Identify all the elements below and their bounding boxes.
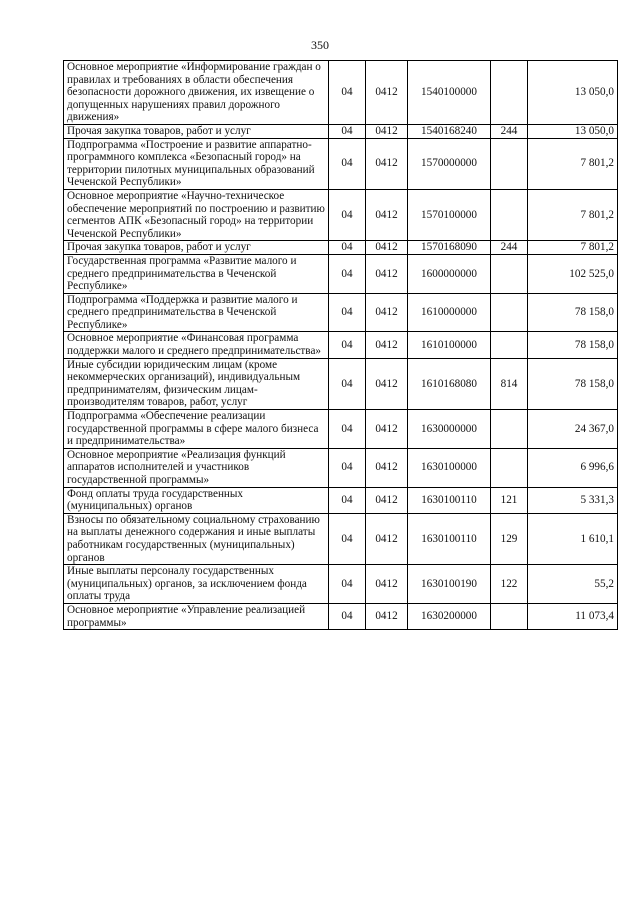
cell-section: 04 bbox=[329, 254, 366, 293]
cell-expense-type: 129 bbox=[491, 513, 528, 564]
cell-section: 04 bbox=[329, 332, 366, 358]
cell-name: Иные субсидии юридическим лицам (кроме некоммерческих организаций), индивидуальным предпринимателям, физическим лицам-производителям товаров, работ, услуг bbox=[64, 358, 329, 409]
cell-target-article: 1610100000 bbox=[408, 332, 491, 358]
cell-subsection: 0412 bbox=[366, 241, 408, 255]
cell-target-article: 1630100110 bbox=[408, 513, 491, 564]
cell-name: Подпрограмма «Построение и развитие аппаратно-программного комплекса «Безопасный город» на территории пилотных муниципальных образований Чеченской Республики» bbox=[64, 138, 329, 189]
table-row bbox=[64, 358, 618, 409]
cell-expense-type bbox=[491, 254, 528, 293]
cell-subsection: 0412 bbox=[366, 487, 408, 513]
table-row bbox=[64, 565, 618, 604]
cell-target-article: 1540168240 bbox=[408, 124, 491, 138]
cell-target-article: 1630100000 bbox=[408, 448, 491, 487]
cell-subsection: 0412 bbox=[366, 124, 408, 138]
cell-amount: 55,2 bbox=[528, 565, 618, 604]
cell-name: Взносы по обязательному социальному страхованию на выплаты денежного содержания и иные выплаты работникам государственных (муниципальных) органов bbox=[64, 513, 329, 564]
cell-subsection: 0412 bbox=[366, 138, 408, 189]
table-row bbox=[64, 448, 618, 487]
cell-name: Прочая закупка товаров, работ и услуг bbox=[64, 241, 329, 255]
table-row bbox=[64, 138, 618, 189]
cell-section: 04 bbox=[329, 241, 366, 255]
table-row bbox=[64, 254, 618, 293]
cell-target-article: 1540100000 bbox=[408, 61, 491, 125]
cell-section: 04 bbox=[329, 124, 366, 138]
cell-section: 04 bbox=[329, 410, 366, 449]
cell-name: Основное мероприятие «Научно-техническое обеспечение мероприятий по построению и развитию сегментов АПК «Безопасный город» на территории Чеченской Республики» bbox=[64, 189, 329, 240]
cell-amount: 13 050,0 bbox=[528, 124, 618, 138]
cell-amount: 6 996,6 bbox=[528, 448, 618, 487]
cell-section: 04 bbox=[329, 61, 366, 125]
cell-expense-type bbox=[491, 138, 528, 189]
cell-name: Основное мероприятие «Финансовая программа поддержки малого и среднего предпринимательства» bbox=[64, 332, 329, 358]
cell-expense-type: 814 bbox=[491, 358, 528, 409]
cell-section: 04 bbox=[329, 603, 366, 629]
cell-subsection: 0412 bbox=[366, 448, 408, 487]
cell-expense-type bbox=[491, 410, 528, 449]
cell-name: Прочая закупка товаров, работ и услуг bbox=[64, 124, 329, 138]
cell-target-article: 1570168090 bbox=[408, 241, 491, 255]
cell-name: Фонд оплаты труда государственных (муниципальных) органов bbox=[64, 487, 329, 513]
cell-amount: 7 801,2 bbox=[528, 138, 618, 189]
table-row bbox=[64, 189, 618, 240]
cell-amount: 13 050,0 bbox=[528, 61, 618, 125]
budget-table bbox=[63, 60, 618, 630]
table-row bbox=[64, 293, 618, 332]
cell-expense-type: 121 bbox=[491, 487, 528, 513]
cell-expense-type bbox=[491, 189, 528, 240]
cell-target-article: 1630000000 bbox=[408, 410, 491, 449]
cell-section: 04 bbox=[329, 487, 366, 513]
cell-subsection: 0412 bbox=[366, 410, 408, 449]
cell-amount: 1 610,1 bbox=[528, 513, 618, 564]
table-row bbox=[64, 124, 618, 138]
cell-name: Основное мероприятие «Информирование граждан о правилах и требованиях в области обеспечения безопасности дорожного движения, их извещение о допущенных нарушениях правил дорожного движения» bbox=[64, 61, 329, 125]
table-row bbox=[64, 603, 618, 629]
budget-table-body bbox=[64, 61, 618, 630]
table-row bbox=[64, 487, 618, 513]
cell-target-article: 1610168080 bbox=[408, 358, 491, 409]
cell-subsection: 0412 bbox=[366, 603, 408, 629]
cell-target-article: 1570100000 bbox=[408, 189, 491, 240]
table-row bbox=[64, 332, 618, 358]
cell-amount: 78 158,0 bbox=[528, 332, 618, 358]
page-number: 350 bbox=[311, 38, 329, 52]
cell-expense-type bbox=[491, 332, 528, 358]
cell-expense-type bbox=[491, 603, 528, 629]
cell-name: Основное мероприятие «Управление реализацией программы» bbox=[64, 603, 329, 629]
cell-section: 04 bbox=[329, 189, 366, 240]
cell-target-article: 1600000000 bbox=[408, 254, 491, 293]
cell-expense-type: 244 bbox=[491, 241, 528, 255]
cell-subsection: 0412 bbox=[366, 293, 408, 332]
cell-subsection: 0412 bbox=[366, 332, 408, 358]
cell-name: Иные выплаты персоналу государственных (муниципальных) органов, за исключением фонда оплаты труда bbox=[64, 565, 329, 604]
cell-section: 04 bbox=[329, 513, 366, 564]
cell-target-article: 1570000000 bbox=[408, 138, 491, 189]
cell-expense-type bbox=[491, 61, 528, 125]
cell-amount: 11 073,4 bbox=[528, 603, 618, 629]
cell-name: Подпрограмма «Поддержка и развитие малого и среднего предпринимательства в Чеченской Республике» bbox=[64, 293, 329, 332]
table-row bbox=[64, 61, 618, 125]
cell-amount: 5 331,3 bbox=[528, 487, 618, 513]
cell-section: 04 bbox=[329, 138, 366, 189]
cell-expense-type: 122 bbox=[491, 565, 528, 604]
cell-expense-type: 244 bbox=[491, 124, 528, 138]
cell-target-article: 1630100190 bbox=[408, 565, 491, 604]
cell-subsection: 0412 bbox=[366, 254, 408, 293]
cell-name: Государственная программа «Развитие малого и среднего предпринимательства в Чеченской Республике» bbox=[64, 254, 329, 293]
cell-target-article: 1630200000 bbox=[408, 603, 491, 629]
cell-name: Подпрограмма «Обеспечение реализации государственной программы в сфере малого бизнеса и предпринимательства» bbox=[64, 410, 329, 449]
cell-section: 04 bbox=[329, 565, 366, 604]
table-row bbox=[64, 410, 618, 449]
cell-section: 04 bbox=[329, 448, 366, 487]
cell-expense-type bbox=[491, 293, 528, 332]
cell-target-article: 1630100110 bbox=[408, 487, 491, 513]
cell-subsection: 0412 bbox=[366, 565, 408, 604]
cell-amount: 102 525,0 bbox=[528, 254, 618, 293]
cell-amount: 78 158,0 bbox=[528, 293, 618, 332]
cell-subsection: 0412 bbox=[366, 358, 408, 409]
cell-amount: 7 801,2 bbox=[528, 189, 618, 240]
cell-amount: 24 367,0 bbox=[528, 410, 618, 449]
cell-name: Основное мероприятие «Реализация функций аппаратов исполнителей и участников государственной программы» bbox=[64, 448, 329, 487]
cell-subsection: 0412 bbox=[366, 513, 408, 564]
cell-subsection: 0412 bbox=[366, 189, 408, 240]
cell-amount: 78 158,0 bbox=[528, 358, 618, 409]
cell-section: 04 bbox=[329, 293, 366, 332]
cell-amount: 7 801,2 bbox=[528, 241, 618, 255]
cell-section: 04 bbox=[329, 358, 366, 409]
cell-expense-type bbox=[491, 448, 528, 487]
table-row bbox=[64, 241, 618, 255]
cell-subsection: 0412 bbox=[366, 61, 408, 125]
cell-target-article: 1610000000 bbox=[408, 293, 491, 332]
table-row bbox=[64, 513, 618, 564]
